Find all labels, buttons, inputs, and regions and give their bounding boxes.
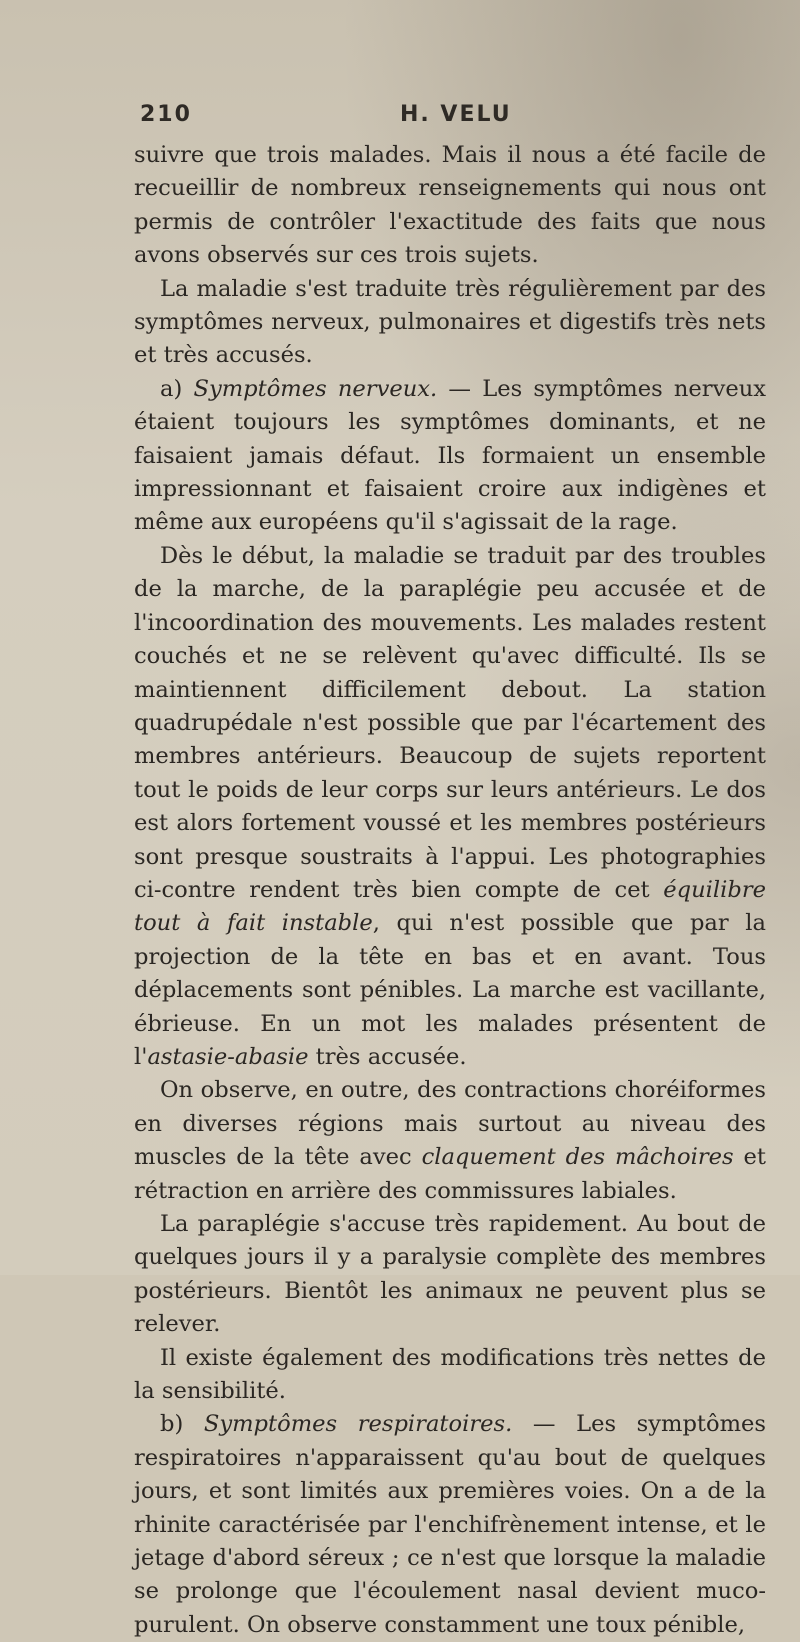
paragraph-5-text-2: et rétraction en arrière des commissures labiales.: [134, 1144, 766, 1204]
paragraph-3-prefix: a): [160, 375, 194, 402]
paragraph-5-text-1: On observe, en outre, des contractions choréiformes en diverses régions mais surtout au niveau des muscles de la tête avec: [134, 1077, 766, 1171]
paragraph-4-emph-2: astasie-abasie: [147, 1043, 309, 1070]
paragraph-1-text: suivre que trois malades. Mais il nous a été facile de recueillir de nombreux renseignements qui nous ont permis de contrôler l'exactitude des faits que nous avons observés sur ces trois sujets.: [134, 142, 766, 269]
paragraph-4-text-1: Dès le début, la maladie se traduit par des troubles de la marche, de la paraplégie peu accusée et de l'incoordination des mouvements. Les malades restent couchés et ne se relèvent qu'avec difficulté. Ils se maintiennent difficilement debout. La station quadrupédale n'est possible que par l'écartement des membres antérieurs. Beaucoup de sujets reportent tout le poids de leur corps sur leurs antérieurs. Le dos est alors fortement voussé et les membres postérieurs sont presque soustraits à l'appui. Les photographies ci-contre rendent très bien compte de cet: [134, 542, 766, 903]
paragraph-2-text: La maladie s'est traduite très régulièrement par des symptômes nerveux, pulmonaires et digestifs très nets et très accusés.: [134, 275, 766, 369]
paragraph-3-text: — Les symptômes nerveux étaient toujours les symptômes dominants, et ne faisaient jamais défaut. Ils formaient un ensemble impressionnant et faisaient croire aux indigènes et même aux européens qu'il s'agissait de la rage.: [134, 375, 767, 536]
paragraph-5-emph-1: claquement des mâchoires: [421, 1144, 734, 1171]
section-heading-nervous: Symptômes nerveux.: [193, 375, 438, 402]
paragraph-6: [134, 1208, 766, 1342]
paragraph-5: [134, 1074, 766, 1208]
paragraph-4-text-2: , qui n'est possible que par la projection de la tête en bas et en avant. Tous déplacements sont pénibles. La marche est vacillante, ébrieuse. En un mot les malades présentent de l': [134, 910, 767, 1070]
paragraph-4: [134, 540, 766, 1075]
paragraph-3: [134, 373, 766, 540]
paragraph-6-text: La paraplégie s'accuse très rapidement. Au bout de quelques jours il y a paralysie complète des membres postérieurs. Bientôt les animaux ne peuvent plus se relever.: [134, 1211, 766, 1338]
running-head: H. VELU: [400, 102, 512, 127]
paragraph-8: [134, 1408, 766, 1642]
page-number: 210: [140, 102, 192, 127]
section-heading-respiratory: Symptômes respiratoires.: [203, 1411, 513, 1438]
paragraph-8-text: — Les symptômes respiratoires n'apparaissent qu'au bout de quelques jours, et sont limités aux premières voies. On a de la rhinite caractérisée par l'enchifrènement intense, et le jetage d'abord séreux ; ce n'est que lorsque la maladie se prolonge que l'écoulement nasal devient muco-purulent. On observe constamment une toux pénible,: [134, 1411, 766, 1638]
paragraph-4-emph-1: équilibre tout à fait instable: [134, 876, 766, 937]
page-header: [140, 102, 700, 132]
body-text: [134, 139, 766, 1642]
paragraph-2: [134, 273, 766, 373]
paragraph-4-text-3: très accusée.: [308, 1043, 467, 1070]
paragraph-7: [134, 1342, 766, 1409]
paragraph-8-prefix: b): [160, 1411, 204, 1438]
paragraph-1: [134, 139, 766, 273]
paragraph-7-text: Il existe également des modifications très nettes de la sensibilité.: [134, 1344, 766, 1405]
